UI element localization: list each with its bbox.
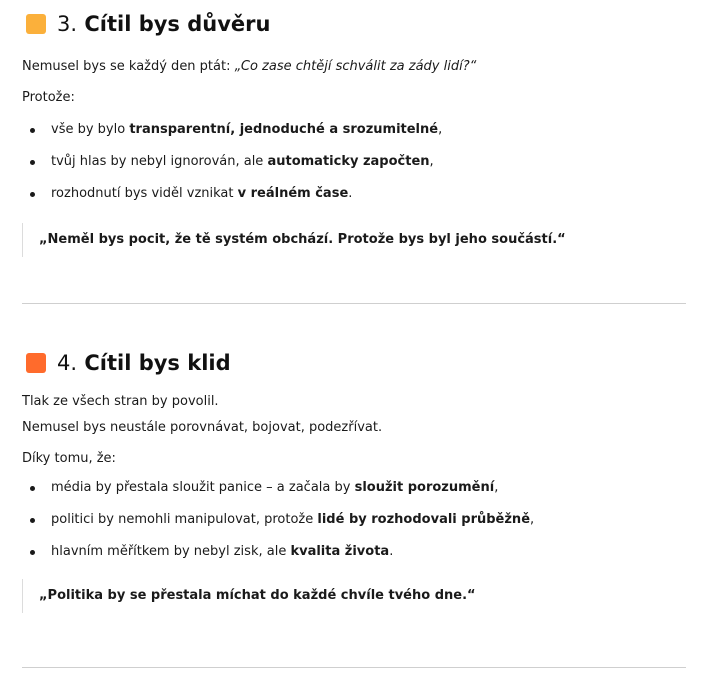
section-4-list: [22, 479, 686, 561]
section-4: [22, 349, 686, 613]
bullet-icon: [30, 160, 35, 165]
divider: [22, 303, 686, 304]
divider: [22, 667, 686, 668]
section-3-number: 3.: [57, 12, 78, 36]
bullet-icon: [30, 486, 35, 491]
section-4-number: 4.: [57, 351, 78, 375]
list-item: politici by nemohli manipulovat, protože lidé by rozhodovali průběžně,: [22, 511, 686, 529]
list-item: hlavním měřítkem by nebyl zisk, ale kvalita života.: [22, 543, 686, 561]
bullet-icon: [30, 192, 35, 197]
orange-square-icon: [26, 353, 46, 373]
list-item: tvůj hlas by nebyl ignorován, ale automaticky započten,: [22, 153, 686, 171]
section-3: [22, 10, 686, 257]
intro-quote: „Co zase chtějí schválit za zády lidí?“: [234, 59, 477, 74]
list-item: vše by bylo transparentní, jednoduché a srozumitelné,: [22, 121, 686, 139]
section-4-title: Cítil bys klid: [84, 351, 231, 375]
section-3-list: [22, 121, 686, 203]
section-4-heading: [22, 349, 686, 377]
orange-square-icon: [26, 14, 46, 34]
section-4-line-2: Nemusel bys neustále porovnávat, bojovat, podezřívat.: [22, 420, 383, 435]
section-3-heading: [22, 10, 686, 38]
section-3-quote: „Neměl bys pocit, že tě systém obchází. Protože bys byl jeho součástí.“: [22, 223, 686, 257]
section-4-line-1: Tlak ze všech stran by povolil.: [22, 394, 219, 409]
section-3-because: Protože:: [22, 90, 75, 105]
list-item: rozhodnutí bys viděl vznikat v reálném čase.: [22, 185, 686, 203]
section-3-title: Cítil bys důvěru: [84, 12, 271, 36]
section-4-quote: „Politika by se přestala míchat do každé chvíle tvého dne.“: [22, 579, 686, 613]
section-3-intro: Nemusel bys se každý den ptát: „Co zase chtějí schválit za zády lidí?“: [22, 59, 477, 74]
bullet-icon: [30, 550, 35, 555]
bullet-icon: [30, 128, 35, 133]
section-4-thanks: Díky tomu, že:: [22, 451, 116, 466]
list-item: média by přestala sloužit panice – a začala by sloužit porozumění,: [22, 479, 686, 497]
bullet-icon: [30, 518, 35, 523]
